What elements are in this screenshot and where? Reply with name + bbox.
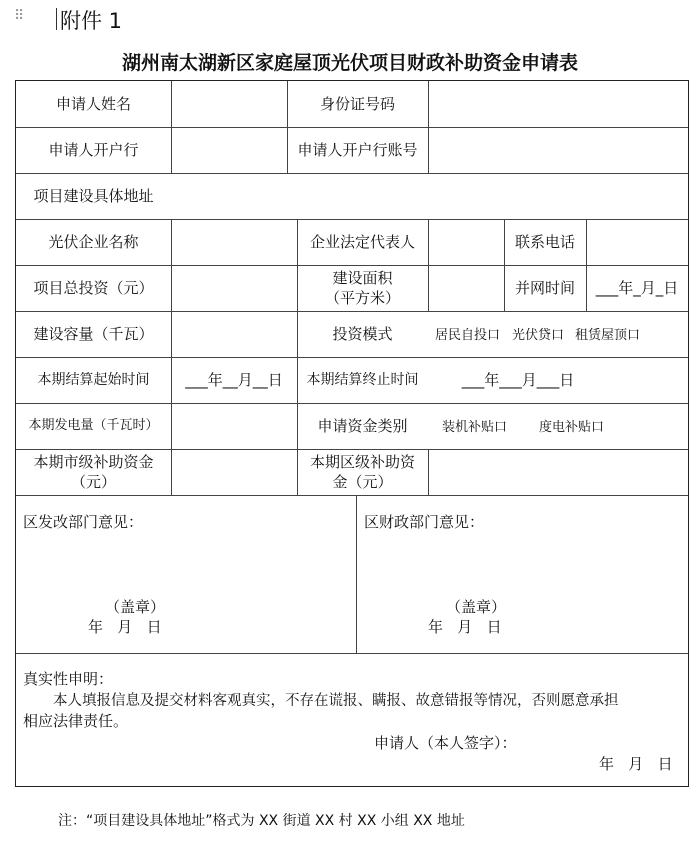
row-divider: [16, 653, 688, 654]
option-kwh-subsidy[interactable]: 度电补贴口: [539, 420, 605, 435]
input-applicant-name[interactable]: [171, 81, 287, 127]
input-period-start-date[interactable]: ___年__月__日: [185, 371, 283, 389]
finance-dept-date: 年 月 日: [428, 618, 502, 636]
drag-handle-icon[interactable]: ⠿: [14, 8, 24, 24]
input-bank[interactable]: [171, 127, 287, 173]
input-id-number[interactable]: [428, 81, 688, 127]
label-total-investment: 项目总投资（元）: [33, 279, 154, 297]
label-finance-dept-opinion: 区财政部门意见：: [364, 513, 485, 531]
label-district-subsidy: [297, 449, 428, 495]
label-district-subsidy-line1: 本期区级补助资: [309, 453, 415, 471]
input-total-investment[interactable]: [171, 265, 297, 311]
reform-dept-date: 年 月 日: [88, 618, 162, 636]
label-district-subsidy-line2: 金（元）: [332, 473, 393, 491]
input-period-end-date[interactable]: ___年___月___日: [461, 371, 575, 389]
label-bank-account: 申请人开户行账号: [297, 141, 418, 159]
input-capacity[interactable]: [171, 311, 297, 357]
label-applicant-name: 申请人姓名: [55, 95, 131, 113]
document-title: 湖州南太湖新区家庭屋顶光伏项目财政补助资金申请表: [121, 52, 578, 74]
label-city-subsidy: [16, 449, 171, 495]
option-pv-loan[interactable]: 光伏贷口: [512, 328, 565, 343]
label-id-number: 身份证号码: [319, 95, 395, 113]
label-fund-type: 申请资金类别: [317, 417, 408, 435]
input-district-subsidy[interactable]: [428, 449, 688, 495]
label-area-line1: 建设面积: [332, 269, 393, 287]
label-capacity: 建设容量（千瓦）: [33, 325, 154, 343]
input-company-name[interactable]: [171, 219, 297, 265]
label-reform-dept-opinion: 区发改部门意见：: [23, 513, 144, 531]
declaration-title: 真实性申明：: [23, 670, 114, 688]
label-city-subsidy-line1: 本期市级补助资金: [33, 453, 154, 471]
finance-dept-seal: （盖章）: [446, 598, 507, 616]
option-self-invest[interactable]: 居民自投口: [435, 328, 501, 343]
footer-note: 注：“项目建设具体地址”格式为 XX 街道 XX 村 XX 小组 XX 地址: [58, 813, 465, 829]
label-period-start: 本期结算起始时间: [37, 372, 150, 388]
text-cursor: [56, 8, 57, 30]
label-bank: 申请人开户行: [48, 141, 139, 159]
declaration-body-line2: 相应法律责任。: [23, 712, 129, 730]
label-company-name: 光伏企业名称: [48, 233, 139, 251]
row-divider: [16, 495, 688, 496]
label-legal-rep: 企业法定代表人: [309, 233, 415, 251]
input-legal-rep[interactable]: [428, 219, 504, 265]
label-area: [297, 265, 428, 311]
input-phone[interactable]: [586, 219, 688, 265]
input-bank-account[interactable]: [428, 127, 688, 173]
label-grid-time: 并网时间: [514, 279, 575, 297]
col-divider: [356, 495, 357, 653]
input-city-subsidy[interactable]: [171, 449, 297, 495]
declaration-body-line1: 本人填报信息及提交材料客观真实，不存在谎报、瞒报、故意错报等情况，否则愿意承担: [53, 693, 619, 709]
declaration-date: 年 月 日: [599, 755, 673, 773]
option-install-subsidy[interactable]: 装机补贴口: [442, 420, 508, 435]
label-invest-mode: 投资模式: [332, 325, 393, 343]
label-city-subsidy-line2: （元）: [70, 473, 116, 491]
input-area[interactable]: [428, 265, 504, 311]
label-generation: 本期发电量（千瓦时）: [28, 418, 159, 433]
attachment-label: 附件 1: [60, 9, 123, 33]
reform-dept-seal: （盖章）: [105, 598, 166, 616]
input-generation[interactable]: [171, 403, 297, 449]
label-address: 项目建设具体地址: [33, 187, 154, 205]
option-rent-roof[interactable]: 租赁屋顶口: [575, 328, 641, 343]
signature-label: 申请人（本人签字）：: [374, 734, 517, 752]
application-form-table: [15, 80, 689, 787]
input-grid-date[interactable]: ___年_月_日: [595, 279, 679, 297]
label-period-end: 本期结算终止时间: [306, 372, 419, 388]
input-address[interactable]: [171, 173, 688, 219]
label-area-line2: （平方米）: [324, 289, 400, 307]
label-phone: 联系电话: [514, 233, 575, 251]
